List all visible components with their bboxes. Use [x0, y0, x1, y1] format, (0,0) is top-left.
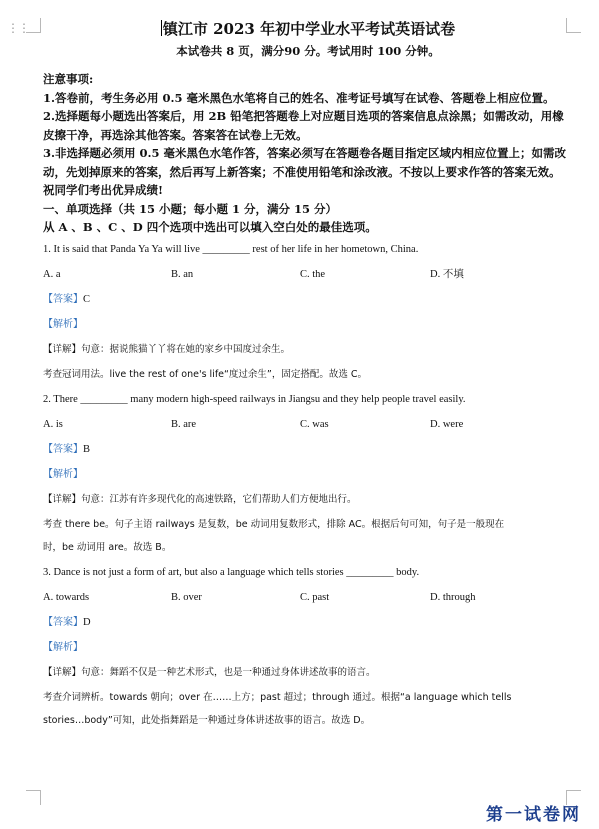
- notice-item: 3.非选择题必须用 0.5 毫米黑色水笔作答，答案必须写在答题卷各题目指定区域内相应位置上；如需改动，先划掉原来的答案，然后再写上新答案；不准使用铅笔和涂改液。不按以上要求作答的答案无效。: [43, 146, 567, 179]
- answer-value: D: [83, 616, 91, 628]
- drag-handle-icon[interactable]: ⋮⋮: [7, 21, 29, 35]
- option-c: C. was: [300, 418, 329, 430]
- exam-subtitle: 本试卷共 8 页，满分90 分。考试用时 100 分钟。: [176, 44, 440, 58]
- detail-line: 考查 there be。句子主语 railways 是复数，be 动词用复数形式，排除 AC。根据后句可知，句子是一般现在: [43, 518, 505, 530]
- option-a: A. towards: [43, 591, 90, 603]
- detail-line: 时，be 动词用 are。故选 B。: [43, 541, 172, 553]
- answer-label: 【答案】: [43, 443, 83, 455]
- question-stem: 2. There _________ many modern high-speed railways in Jiangsu and they help people travel easily.: [43, 393, 466, 405]
- options-row: [43, 268, 573, 282]
- answer-label: 【答案】: [43, 293, 83, 305]
- section-instruction: 从 A 、B 、C 、D 四个选项中选出可以填入空白处的最佳选项。: [43, 220, 377, 234]
- option-d: D. through: [430, 591, 476, 603]
- notice-item: 2.选择题每小题选出答案后，用 2B 铅笔把答题卷上对应题目选项的答案信息点涂黑；如需改动，用橡皮擦干净，再选涂其他答案。答案答在试卷上无效。: [43, 109, 564, 142]
- site-watermark-logo: 第一试卷网: [486, 805, 581, 825]
- answer-line: [43, 293, 573, 307]
- option-c: C. the: [300, 268, 326, 280]
- option-d: D. were: [430, 418, 464, 430]
- option-b: B. are: [171, 418, 197, 430]
- exam-title: 镇江市 2023 年初中学业水平考试英语试卷: [162, 20, 456, 38]
- answer-line: [43, 443, 573, 457]
- detail-line: 【详解】句意：据说熊猫丫丫将在她的家乡中国度过余生。: [43, 343, 291, 355]
- margin-mark-top-left: [26, 18, 41, 33]
- detail-line: 【详解】句意：江苏有许多现代化的高速铁路，它们帮助人们方便地出行。: [43, 493, 357, 505]
- detail-line: stories…body”可知，此处指舞蹈是一种通过身体讲述故事的语言。故选 D。: [43, 714, 371, 726]
- notice-heading: 注意事项:: [43, 72, 94, 86]
- notice-wish: 祝同学们考出优异成绩!: [43, 183, 164, 197]
- answer-value: C: [83, 293, 91, 305]
- answer-line: [43, 616, 573, 630]
- option-c: C. past: [300, 591, 330, 603]
- answer-label: 【答案】: [43, 616, 83, 628]
- question-stem: 3. Dance is not just a form of art, but also a language which tells stories _________ body.: [43, 566, 420, 578]
- analysis-line: [43, 641, 573, 655]
- text-cursor: [161, 20, 162, 36]
- analysis-label: 【解析】: [43, 641, 83, 653]
- notice-item: 1.答卷前，考生务必用 0.5 毫米黑色水笔将自己的姓名、准考证号填写在试卷、答题卷上相应位置。: [43, 90, 555, 105]
- analysis-label: 【解析】: [43, 318, 83, 330]
- document-body[interactable]: [43, 18, 573, 728]
- question-stem: 1. It is said that Panda Ya Ya will live _________ rest of her life in her hometown, China.: [43, 243, 419, 255]
- option-d: D. 不填: [430, 268, 464, 280]
- analysis-line: [43, 318, 573, 332]
- question-2: [43, 393, 573, 555]
- options-row: [43, 418, 573, 432]
- detail-line: 考查冠词用法。live the rest of one's life“度过余生”，固定搭配。故选 C。: [43, 368, 368, 380]
- detail-line: 考查介词辨析。towards 朝向；over 在……上方；past 超过；through 通过。根据“a language which tells: [43, 691, 512, 703]
- analysis-label: 【解析】: [43, 468, 83, 480]
- section-heading: 一、单项选择（共 15 小题；每小题 1 分，满分 15 分）: [43, 201, 338, 216]
- analysis-line: [43, 468, 573, 482]
- detail-line: 【详解】句意：舞蹈不仅是一种艺术形式，也是一种通过身体讲述故事的语言。: [43, 666, 376, 678]
- option-a: A. is: [43, 418, 63, 430]
- margin-mark-bottom-left: [26, 790, 41, 805]
- notice-block: [43, 70, 573, 200]
- option-b: B. an: [171, 268, 194, 280]
- option-a: A. a: [43, 268, 61, 280]
- options-row: [43, 591, 573, 605]
- option-b: B. over: [171, 591, 202, 603]
- question-1: [43, 243, 573, 382]
- answer-value: B: [83, 443, 91, 455]
- question-3: [43, 566, 573, 728]
